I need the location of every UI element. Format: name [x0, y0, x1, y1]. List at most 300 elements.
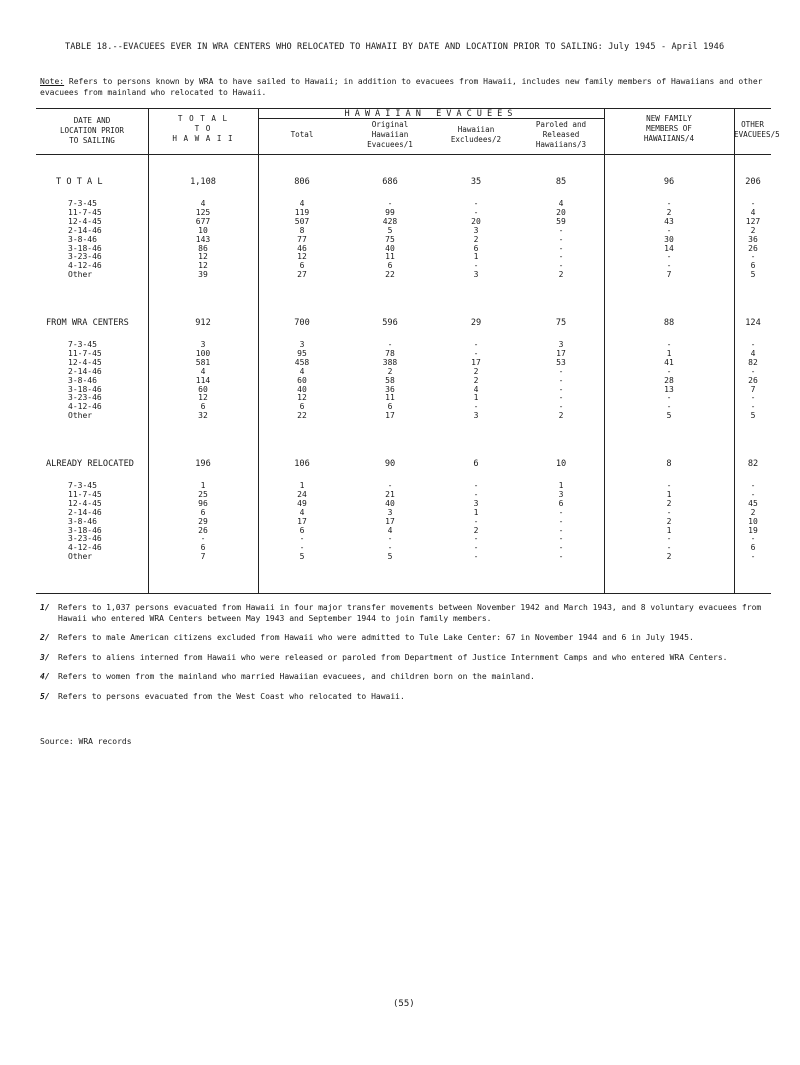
table-cell: - — [473, 516, 479, 526]
table-cell: 458 — [294, 357, 310, 367]
table-row — [36, 244, 771, 253]
table-cell: 1 — [473, 507, 479, 517]
table-cell: - — [558, 393, 564, 403]
header-excludees: Hawaiian Excludees/2 — [450, 125, 502, 144]
table-cell: 43 — [664, 216, 674, 226]
table-cell: 41 — [664, 357, 674, 367]
table-cell: 6 — [200, 402, 206, 412]
table-cell: 6 — [473, 243, 479, 253]
table-cell: - — [473, 534, 479, 544]
table-cell: 30 — [664, 234, 674, 244]
table-cell: - — [666, 543, 672, 553]
table-cell: 2 — [473, 366, 479, 376]
table-cell: 125 — [195, 207, 211, 217]
table-cell: - — [473, 489, 479, 499]
table-cell: 677 — [195, 216, 211, 226]
table-cell: - — [750, 402, 756, 412]
table-cell: 388 — [382, 357, 398, 367]
table-row — [36, 385, 771, 394]
table-cell: 3 — [387, 507, 393, 517]
table-row — [36, 543, 771, 552]
table-cell: 14 — [664, 243, 674, 253]
table-cell: - — [558, 375, 564, 385]
row-label: 11-7-45 — [68, 348, 102, 358]
row-label: 3-18-46 — [68, 243, 102, 253]
table-cell: 4 — [200, 199, 206, 208]
footnote-mark: 2/ — [40, 633, 50, 642]
table-cell: 36 — [748, 234, 758, 244]
table-cell: - — [666, 402, 672, 412]
table-cell: 75 — [555, 318, 567, 328]
table-cell: 96 — [663, 177, 675, 187]
table-cell: 78 — [385, 348, 395, 358]
header-paroled: Paroled and Released Hawaiians/3 — [535, 120, 587, 149]
table-cell: 8 — [299, 225, 305, 235]
header-hawaiian-evacuees: HAWAIIAN EVACUEES — [344, 109, 518, 119]
header-bottom-rule — [36, 154, 771, 155]
table-cell: - — [558, 243, 564, 253]
table-cell: 1,108 — [190, 177, 216, 187]
table-row — [36, 490, 771, 499]
footnote-mark: 1/ — [40, 603, 50, 612]
table-cell: 82 — [748, 357, 758, 367]
table-cell: 2 — [473, 525, 479, 535]
table-cell: - — [473, 348, 479, 358]
footnote — [40, 653, 775, 664]
table-cell: 5 — [750, 270, 756, 280]
header-original-evacuees: Original Hawaiian Evacuees/1 — [367, 120, 413, 149]
table-cell: 25 — [198, 489, 208, 499]
table-row — [36, 499, 771, 508]
table-row — [36, 411, 771, 420]
table-cell: - — [558, 366, 564, 376]
note-label: Note: — [40, 77, 65, 86]
table-cell: 32 — [198, 411, 208, 421]
table-cell: 4 — [200, 366, 206, 376]
section-label: T O T A L — [56, 177, 103, 187]
row-label: 12-4-45 — [68, 498, 102, 508]
table-cell: 1 — [666, 489, 672, 499]
table-cell: 5 — [387, 225, 393, 235]
table-cell: - — [666, 225, 672, 235]
table-cell: 4 — [558, 199, 564, 208]
table-cell: 2 — [473, 375, 479, 385]
table-cell: - — [666, 481, 672, 490]
table-cell: 6 — [750, 261, 756, 271]
table-cell: 12 — [198, 393, 208, 403]
table-cell: - — [666, 199, 672, 208]
table-cell: - — [200, 534, 206, 544]
table-cell: - — [750, 340, 756, 349]
table-cell: - — [750, 489, 756, 499]
table-row — [36, 526, 771, 535]
table-cell: - — [558, 543, 564, 553]
section-total-row — [36, 460, 771, 469]
table-cell: - — [387, 534, 393, 544]
table-cell: 26 — [748, 375, 758, 385]
footnote-mark: 3/ — [40, 652, 50, 662]
table-cell: - — [558, 534, 564, 544]
row-label: 12-4-45 — [68, 216, 102, 226]
table-cell: 4 — [473, 384, 479, 394]
table-cell: - — [558, 552, 564, 562]
table-cell: 5 — [387, 552, 393, 562]
table-cell: 40 — [385, 243, 395, 253]
footnote-text: Refers to women from the mainland who married Hawaiian evacuees, and children born on the mainland. — [58, 672, 535, 681]
table-row — [36, 376, 771, 385]
table-cell: 2 — [666, 552, 672, 562]
table-row — [36, 393, 771, 402]
table-cell: - — [387, 340, 393, 349]
table-cell: 3 — [473, 225, 479, 235]
table-cell: 581 — [195, 357, 211, 367]
table-cell: 10 — [198, 225, 208, 235]
table-cell: 40 — [385, 498, 395, 508]
table-cell: - — [387, 543, 393, 553]
table-cell: - — [750, 252, 756, 262]
table-cell: - — [750, 366, 756, 376]
source-line: Source: WRA records — [40, 737, 132, 746]
table-row — [36, 252, 771, 261]
table-cell: 45 — [748, 498, 758, 508]
table-cell: 35 — [470, 177, 482, 187]
table-cell: 7 — [750, 384, 756, 394]
header-total: Total — [290, 130, 314, 139]
table-cell: - — [750, 534, 756, 544]
table-cell: 11 — [385, 252, 395, 262]
table-cell: - — [558, 234, 564, 244]
table-cell: 90 — [384, 459, 396, 469]
row-label: 3-23-46 — [68, 252, 102, 262]
table-cell: - — [666, 252, 672, 262]
table-cell: 124 — [745, 318, 761, 328]
table-cell: - — [558, 252, 564, 262]
table-cell: 119 — [294, 207, 310, 217]
row-label: 3-18-46 — [68, 525, 102, 535]
table-cell: 5 — [299, 552, 305, 562]
table-cell: 88 — [663, 318, 675, 328]
table-cell: 75 — [385, 234, 395, 244]
table-cell: - — [473, 481, 479, 490]
table-cell: 700 — [294, 318, 310, 328]
table-cell: - — [473, 207, 479, 217]
table-cell: 40 — [297, 384, 307, 394]
table-cell: 36 — [385, 384, 395, 394]
row-label: 4-12-46 — [68, 543, 102, 553]
footnote-text: Refers to aliens interned from Hawaii who were released or paroled from Department of Justice Internment Camps and who entered WRA Centers. — [58, 652, 728, 662]
table-cell: 6 — [387, 402, 393, 412]
table-cell: 912 — [195, 318, 211, 328]
header-date-location: DATE AND LOCATION PRIOR TO SAILING — [59, 116, 124, 145]
table-cell: 12 — [297, 252, 307, 262]
table-row — [36, 508, 771, 517]
table-cell: 2 — [666, 516, 672, 526]
table-cell: 106 — [294, 459, 310, 469]
footnote-text: Refers to persons evacuated from the West Coast who relocated to Hawaii. — [58, 691, 405, 701]
table-cell: 46 — [297, 243, 307, 253]
row-label: 3-23-46 — [68, 393, 102, 403]
table-cell: 17 — [297, 516, 307, 526]
table-cell: 4 — [750, 207, 756, 217]
table-row — [36, 261, 771, 270]
table-cell: 10 — [555, 459, 567, 469]
row-label: 4-12-46 — [68, 402, 102, 412]
table-cell: 17 — [556, 348, 566, 358]
table-cell: 77 — [297, 234, 307, 244]
footnote-text: Refers to male American citizens excluded from Hawaii who were admitted to Tule Lake Center: 67 in November 1944 and 6 in July 1945. — [58, 633, 694, 642]
table-row — [36, 340, 771, 349]
table-cell: - — [558, 384, 564, 394]
row-label: 2-14-46 — [68, 366, 102, 376]
table-cell: - — [299, 543, 305, 553]
table-cell: 2 — [387, 366, 393, 376]
footnote-mark: 5/ — [40, 691, 50, 701]
table-cell: 428 — [382, 216, 398, 226]
table-cell: - — [473, 261, 479, 271]
note-text: Refers to persons known by WRA to have sailed to Hawaii; in addition to evacuees from Hawaii, includes new family members of Hawaiians and other evacuees from mainland who relocated to Hawaii. — [40, 77, 763, 97]
table-cell: - — [558, 516, 564, 526]
table-cell: - — [666, 340, 672, 349]
table-cell: 96 — [198, 498, 208, 508]
table-cell: 6 — [387, 261, 393, 271]
table-cell: 6 — [200, 543, 206, 553]
table-cell: 3 — [558, 340, 564, 349]
table-cell: 1 — [299, 481, 305, 490]
footnote — [40, 603, 775, 624]
table-cell: - — [666, 534, 672, 544]
table-cell: - — [558, 525, 564, 535]
row-label: 3-8-46 — [68, 375, 97, 385]
table-cell: 2 — [750, 507, 756, 517]
table-row — [36, 217, 771, 226]
row-label: 3-18-46 — [68, 384, 102, 394]
header-total-to-hawaii: T O T A L T O H A W A I I — [172, 114, 234, 143]
row-label: 4-12-46 — [68, 261, 102, 271]
table-cell: 10 — [748, 516, 758, 526]
table-cell: 143 — [195, 234, 211, 244]
table-cell: - — [387, 199, 393, 208]
table-cell: 86 — [198, 243, 208, 253]
table-cell: 114 — [195, 375, 211, 385]
table-cell: 4 — [299, 199, 305, 208]
table-cell: 12 — [198, 252, 208, 262]
table-cell: 100 — [195, 348, 211, 358]
header-new-family: NEW FAMILY MEMBERS OF HAWAIIANS/4 — [643, 114, 695, 143]
table-cell: 82 — [747, 459, 759, 469]
row-label: 7-3-45 — [68, 481, 97, 490]
table-cell: 1 — [666, 348, 672, 358]
table-cell: 53 — [556, 357, 566, 367]
table-cell: 26 — [748, 243, 758, 253]
row-label: 3-23-46 — [68, 534, 102, 544]
row-label: 11-7-45 — [68, 207, 102, 217]
table-cell: 7 — [200, 552, 206, 562]
table-cell: 3 — [299, 340, 305, 349]
table-cell: 1 — [473, 393, 479, 403]
table-cell: 2 — [666, 207, 672, 217]
table-cell: 5 — [666, 411, 672, 421]
table-cell: - — [473, 340, 479, 349]
table-cell: - — [750, 552, 756, 562]
table-cell: 24 — [297, 489, 307, 499]
table-cell: - — [666, 393, 672, 403]
table-cell: 1 — [200, 481, 206, 490]
table-cell: - — [473, 402, 479, 412]
table-bottom-rule — [36, 593, 771, 594]
row-label: 7-3-45 — [68, 199, 97, 208]
table-row — [36, 226, 771, 235]
table-row — [36, 481, 771, 490]
footnotes — [40, 603, 775, 711]
table-cell: 12 — [297, 393, 307, 403]
table-cell: 11 — [385, 393, 395, 403]
table-cell: - — [666, 366, 672, 376]
table-cell: 26 — [198, 525, 208, 535]
table-cell: - — [387, 481, 393, 490]
table-cell: 3 — [473, 411, 479, 421]
table-cell: 2 — [558, 411, 564, 421]
table-cell: 19 — [748, 525, 758, 535]
row-label: Other — [68, 552, 93, 562]
table-cell: - — [666, 261, 672, 271]
footnote-text: Refers to 1,037 persons evacuated from Hawaii in four major transfer movements between November 1942 and March 1943, and 8 voluntary evacuees from Hawaii who entered WRA Centers between May 1943 and September 1944 to join family members. — [58, 603, 762, 623]
section-label: FROM WRA CENTERS — [46, 318, 129, 328]
table-cell: - — [558, 261, 564, 271]
row-label: 2-14-46 — [68, 507, 102, 517]
table-cell: 27 — [297, 270, 307, 280]
table-cell: 206 — [745, 177, 761, 187]
table-cell: 6 — [558, 498, 564, 508]
table-row — [36, 358, 771, 367]
table-cell: 3 — [473, 498, 479, 508]
table-cell: 17 — [385, 516, 395, 526]
table-cell: 58 — [385, 375, 395, 385]
table-cell: 806 — [294, 177, 310, 187]
table-cell: 60 — [297, 375, 307, 385]
table-cell: - — [473, 552, 479, 562]
table-cell: 4 — [299, 366, 305, 376]
table-cell: 686 — [382, 177, 398, 187]
table-row — [36, 208, 771, 217]
table-row — [36, 349, 771, 358]
table-cell: 1 — [666, 525, 672, 535]
table-cell: 6 — [750, 543, 756, 553]
table-cell: 85 — [555, 177, 567, 187]
page-number: (55) — [393, 999, 415, 1009]
row-label: Other — [68, 411, 93, 421]
table-cell: 6 — [299, 525, 305, 535]
table-cell: - — [558, 402, 564, 412]
table-row — [36, 270, 771, 279]
table-cell: 29 — [198, 516, 208, 526]
table-cell: - — [473, 199, 479, 208]
table-cell: - — [750, 481, 756, 490]
table-cell: - — [750, 393, 756, 403]
table-cell: - — [473, 543, 479, 553]
data-table — [36, 108, 780, 594]
table-cell: 507 — [294, 216, 310, 226]
table-cell: 49 — [297, 498, 307, 508]
table-cell: 13 — [664, 384, 674, 394]
table-cell: 21 — [385, 489, 395, 499]
table-cell: - — [666, 507, 672, 517]
footnote — [40, 692, 775, 703]
table-cell: 17 — [471, 357, 481, 367]
table-row — [36, 402, 771, 411]
table-cell: 28 — [664, 375, 674, 385]
table-cell: 4 — [750, 348, 756, 358]
table-cell: 127 — [745, 216, 761, 226]
table-cell: 6 — [299, 402, 305, 412]
footnote — [40, 672, 775, 683]
table-cell: 3 — [473, 270, 479, 280]
row-label: 2-14-46 — [68, 225, 102, 235]
table-cell: 29 — [470, 318, 482, 328]
table-cell: 99 — [385, 207, 395, 217]
table-cell: - — [558, 507, 564, 517]
table-note — [40, 76, 775, 98]
section-total-row — [36, 178, 771, 187]
table-row — [36, 534, 771, 543]
table-cell: 4 — [299, 507, 305, 517]
table-row — [36, 367, 771, 376]
header-other-evacuees: OTHER EVACUEES/5 — [734, 120, 780, 139]
table-cell: 17 — [385, 411, 395, 421]
table-cell: 6 — [200, 507, 206, 517]
table-cell: 6 — [473, 459, 479, 469]
table-cell: 3 — [558, 489, 564, 499]
table-cell: 8 — [666, 459, 672, 469]
table-cell: 2 — [473, 234, 479, 244]
table-cell: 6 — [299, 261, 305, 271]
table-cell: 20 — [556, 207, 566, 217]
table-cell: - — [299, 534, 305, 544]
table-cell: 596 — [382, 318, 398, 328]
row-label: 3-8-46 — [68, 234, 97, 244]
table-cell: 39 — [198, 270, 208, 280]
table-cell: 20 — [471, 216, 481, 226]
table-row — [36, 517, 771, 526]
table-row — [36, 552, 771, 561]
row-label: 3-8-46 — [68, 516, 97, 526]
table-row — [36, 235, 771, 244]
table-cell: 5 — [750, 411, 756, 421]
table-cell: 59 — [556, 216, 566, 226]
table-cell: - — [750, 199, 756, 208]
section-label: ALREADY RELOCATED — [46, 459, 134, 469]
row-label: 11-7-45 — [68, 489, 102, 499]
section-total-row — [36, 319, 771, 328]
table-cell: 22 — [297, 411, 307, 421]
footnote — [40, 633, 775, 644]
table-cell: 4 — [387, 525, 393, 535]
table-row — [36, 199, 771, 208]
table-cell: 60 — [198, 384, 208, 394]
table-cell: 12 — [198, 261, 208, 271]
table-cell: 196 — [195, 459, 211, 469]
table-cell: 2 — [666, 498, 672, 508]
table-title: TABLE 18.--EVACUEES EVER IN WRA CENTERS WHO RELOCATED TO HAWAII BY DATE AND LOCATION PRIOR TO SAILING: July 1945 - April 1946 — [65, 42, 725, 52]
table-cell: 95 — [297, 348, 307, 358]
table-cell: 22 — [385, 270, 395, 280]
table-cell: 7 — [666, 270, 672, 280]
table-cell: 2 — [558, 270, 564, 280]
table-cell: 2 — [750, 225, 756, 235]
table-cell: 1 — [558, 481, 564, 490]
footnote-mark: 4/ — [40, 672, 50, 681]
row-label: 7-3-45 — [68, 340, 97, 349]
table-cell: 1 — [473, 252, 479, 262]
